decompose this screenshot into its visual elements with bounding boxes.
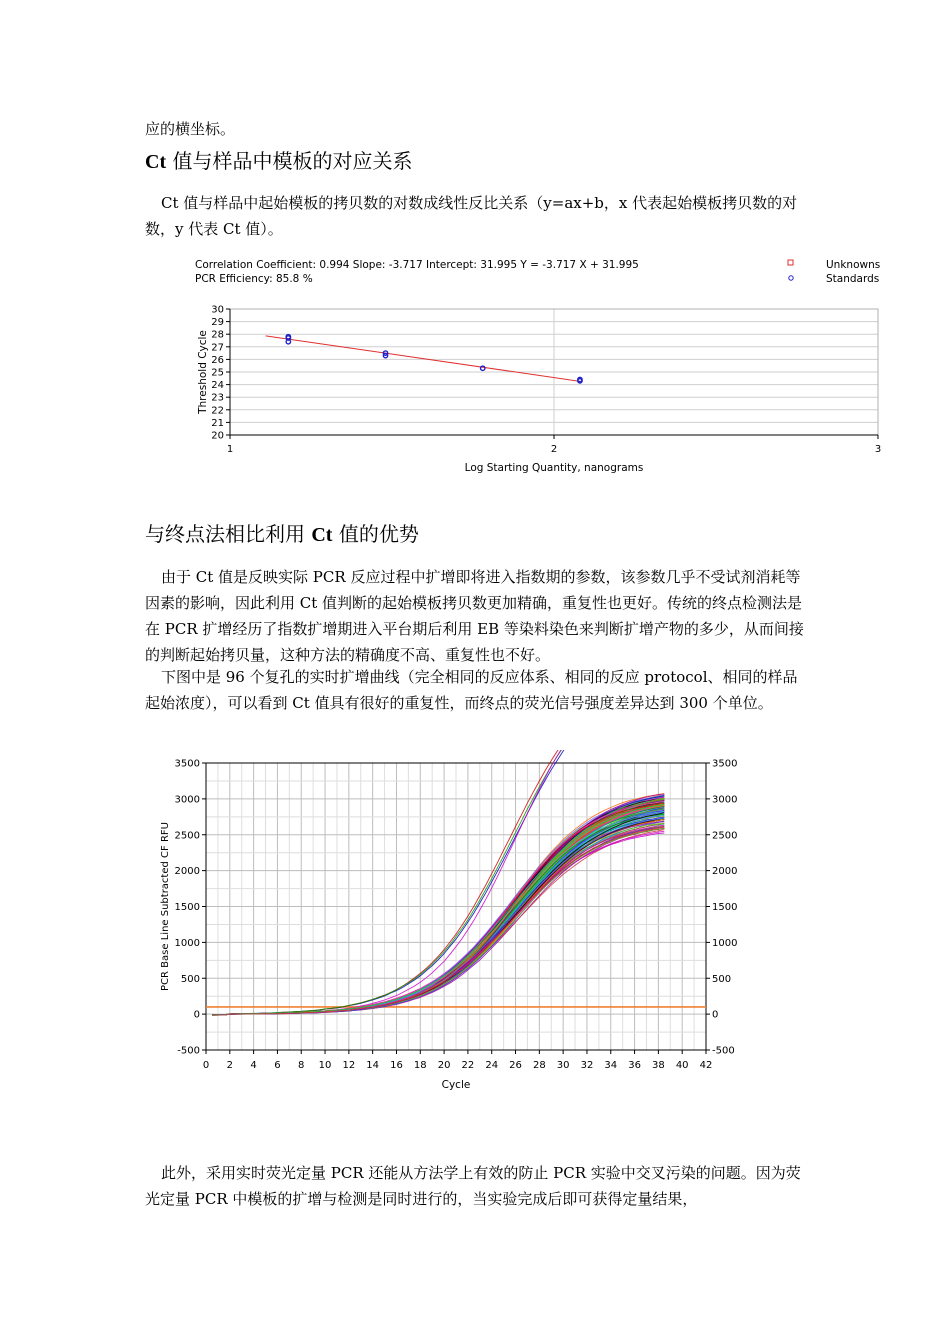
x-tick-label: 4 (250, 1060, 257, 1071)
y-tick-label-left: 2000 (174, 866, 200, 878)
y-tick-label: 28 (211, 329, 224, 341)
y-tick-label-left: 3500 (174, 758, 200, 770)
y-tick-label: 21 (211, 417, 224, 429)
x-tick-label: 38 (652, 1060, 665, 1071)
heading-bold-ct2: Ct (311, 524, 333, 546)
paragraph-96-wells: 下图中是 96 个复孔的实时扩增曲线（完全相同的反应体系、相同的反应 protocol、相同的样品起始浓度），可以看到 Ct 值具有很好的重复性，而终点的荧光信号强度差异达到 300 个单位。 (145, 668, 798, 712)
heading-bold-ct: Ct (145, 151, 167, 173)
x-tick-label: 30 (556, 1060, 570, 1071)
x-tick-label: 36 (628, 1060, 641, 1071)
y-tick-label-right: -500 (712, 1045, 735, 1057)
section-heading-advantage (145, 520, 419, 549)
x-tick-label: 8 (298, 1060, 305, 1071)
y-tick-label-left: 1000 (174, 937, 200, 949)
y-tick-label-left: 500 (180, 973, 200, 985)
amplification-curves-chart (150, 750, 750, 1100)
legend-standards-marker (789, 276, 793, 280)
y-tick-label-right: 1500 (712, 902, 738, 913)
x-tick-label: 16 (390, 1060, 403, 1071)
y-tick-label-right: 0 (712, 1009, 719, 1021)
x-tick-label: 2 (550, 444, 558, 455)
x-tick-label: 28 (532, 1060, 546, 1071)
y-axis-title: Threshold Cycle (197, 330, 209, 414)
section-heading-ct-template (145, 147, 412, 176)
x-tick-label: 26 (509, 1060, 522, 1071)
heading-pre: 与终点法相比利用 (145, 522, 312, 546)
y-tick-label: 27 (211, 342, 224, 354)
y-tick-label-left: -500 (177, 1045, 200, 1057)
paragraph-contamination: 此外，采用实时荧光定量 PCR 还能从方法学上有效的防止 PCR 实验中交叉污染的问题。因为荧光定量 PCR 中模板的扩增与检测是同时进行的，当实验完成后即可获得定量结果， (145, 1164, 801, 1208)
y-tick-label-right: 2000 (712, 866, 738, 878)
y-tick-label: 20 (211, 430, 224, 442)
y-tick-label: 24 (211, 380, 224, 392)
x-axis-title: Cycle (441, 1079, 471, 1091)
x-tick-label: 10 (318, 1060, 332, 1071)
y-tick-label-right: 500 (712, 973, 732, 985)
y-tick-label: 30 (211, 304, 224, 316)
y-tick-label: 23 (211, 392, 224, 404)
y-tick-label-right: 3000 (712, 794, 738, 806)
stats-line: Correlation Coefficient: 0.994 Slope: -3.717 Intercept: 31.995 Y = -3.717 X + 31.995 (195, 259, 639, 271)
y-tick-label-right: 1000 (712, 937, 738, 949)
legend-standards-label: Standards (826, 273, 880, 285)
x-tick-label: 20 (437, 1060, 451, 1071)
y-tick-label-left: 2500 (174, 830, 200, 842)
x-axis-title: Log Starting Quantity, nanograms (464, 462, 644, 474)
regression-line (266, 336, 580, 381)
x-tick-label: 3 (874, 444, 882, 455)
x-tick-label: 0 (202, 1060, 210, 1071)
heading-rest: 值与样品中模板的对应关系 (166, 149, 413, 173)
x-tick-label: 14 (366, 1060, 380, 1071)
paragraph-endpoint-comparison: 由于 Ct 值是反映实际 PCR 反应过程中扩增即将进入指数期的参数，该参数几乎不受试剂消耗等因素的影响，因此利用 Ct 值判断的起始模板拷贝数更加精确，重复性也更好。传统的终点检测法是在 PCR 扩增经历了指数扩增期进入平台期后利用 EB 等染料染色来判断扩增产物的多少，从而间接的判断起始拷贝量，这种方法的精确度不高、重复性也不好。 (145, 568, 804, 664)
x-tick-label: 42 (699, 1060, 713, 1071)
y-tick-label-left: 0 (193, 1009, 200, 1021)
x-tick-label: 22 (461, 1060, 475, 1071)
x-tick-label: 34 (604, 1060, 618, 1071)
y-axis-title: PCR Base Line Subtracted CF RFU (160, 822, 171, 991)
x-tick-label: 12 (342, 1060, 356, 1071)
pcr-efficiency: PCR Efficiency: 85.8 % (195, 273, 313, 285)
paragraph-continuation: 应的横坐标。 (145, 120, 236, 138)
legend-unknowns-marker (788, 260, 793, 265)
x-tick-label: 24 (485, 1060, 499, 1071)
x-tick-label: 32 (580, 1060, 594, 1071)
legend-unknowns-label: Unknowns (826, 259, 881, 271)
x-tick-label: 18 (413, 1060, 427, 1071)
standard-curve-chart (190, 252, 890, 482)
standard-point (286, 340, 290, 344)
x-tick-label: 6 (274, 1060, 281, 1071)
heading-post: 值的优势 (332, 522, 419, 546)
y-tick-label: 26 (211, 354, 224, 366)
x-tick-label: 1 (226, 444, 234, 455)
y-tick-label-left: 3000 (174, 794, 200, 806)
paragraph-ct-linear: Ct 值与样品中起始模板的拷贝数的对数成线性反比关系（y=ax+b，x 代表起始模板拷贝数的对数，y 代表 Ct 值）。 (145, 194, 798, 238)
y-tick-label: 22 (211, 405, 224, 417)
y-tick-label-right: 2500 (712, 830, 738, 842)
x-tick-label: 40 (675, 1060, 689, 1071)
standard-point (481, 366, 485, 370)
y-tick-label: 25 (211, 367, 224, 379)
y-tick-label-left: 1500 (174, 902, 200, 913)
x-tick-label: 2 (226, 1060, 233, 1071)
y-tick-label-right: 3500 (712, 758, 738, 770)
y-tick-label: 29 (211, 317, 224, 329)
